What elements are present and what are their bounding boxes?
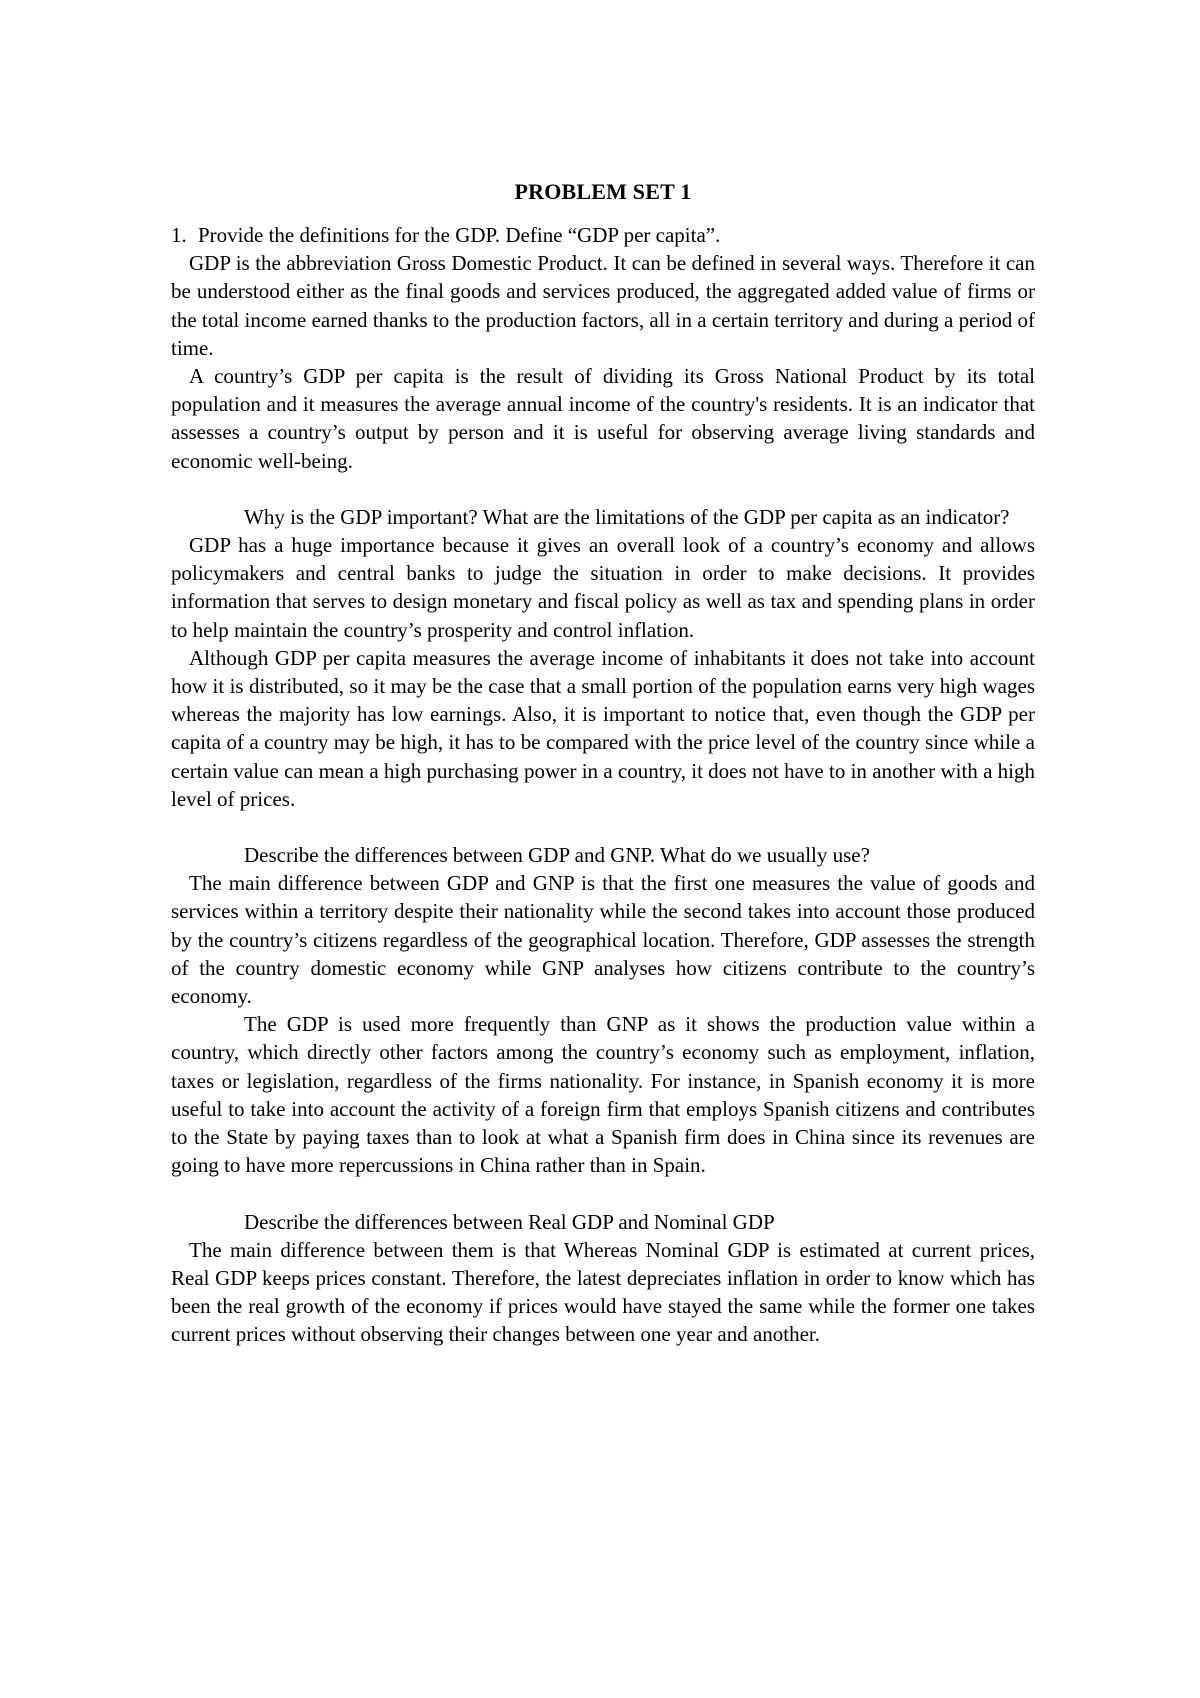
question-4: Describe the differences between Real GDP and Nominal GDP [244,1209,775,1234]
paragraph-gdp-usage: The GDP is used more frequently than GNP as it shows the production value within a country, which directly other factors among the country’s economy such as employment, inflation, taxes or legislation, regardless of the firms nationality. For instance, in Spanish economy it is more useful to take into account the activity of a foreign firm that employs Spanish citizens and contributes to the State by paying taxes than to look at what a Spanish firm does in China since its revenues are going to have more repercussions in China rather than in Spain. [171,1012,1035,1178]
question-3: Describe the differences between GDP and GNP. What do we usually use? [244,843,870,868]
paragraph-real-vs-nominal: The main difference between them is that Whereas Nominal GDP is estimated at current prices, Real GDP keeps prices constant. Therefore, the latest depreciates inflation in order to know which has been the real growth of the economy if prices would have stayed the same while the former one takes current prices without observing their changes between one year and another. [171,1237,1035,1347]
page-title: PROBLEM SET 1 [514,179,692,204]
document-body [171,178,1035,1349]
paragraph-gdp-vs-gnp: The main difference between GDP and GNP is that the first one measures the value of goods and services within a territory despite their nationality while the second takes into account those produced by the country’s citizens regardless of the geographical location. Therefore, GDP assesses the strength of the country domestic economy while GNP analyses how citizens contribute to the country’s economy. [171,871,1035,1009]
spacer [171,475,1035,503]
paragraph-gdp-definition: GDP is the abbreviation Gross Domestic Product. It can be defined in several ways. Therefore it can be understood either as the final goods and services produced, the aggregated added value of firms or the total income earned thanks to the production factors, all in a certain territory and during a period of time. [171,251,1035,360]
spacer [171,1180,1035,1208]
paragraph-gdp-per-capita: A country’s GDP per capita is the result of dividing its Gross National Product by its total population and it measures the average annual income of the country's residents. It is an indicator that assesses a country’s output by person and it is useful for observing average living standards and economic well-being. [171,364,1035,473]
paragraph-gdp-limitations: Although GDP per capita measures the average income of inhabitants it does not take into account how it is distributed, so it may be the case that a small portion of the population earns very high wages whereas the majority has low earnings. Also, it is important to notice that, even though the GDP per capita of a country may be high, it has to be compared with the price level of the country since while a certain value can mean a high purchasing power in a country, it does not have to in another with a high level of prices. [171,645,1035,811]
spacer [171,813,1035,841]
paragraph-gdp-importance: GDP has a huge importance because it gives an overall look of a country’s economy and allows policymakers and central banks to judge the situation in order to make decisions. It provides information that serves to design monetary and fiscal policy as well as tax and spending plans in order to help maintain the country’s prosperity and control inflation. [171,533,1035,642]
question-1-text: Provide the definitions for the GDP. Define “GDP per capita”. [198,223,721,247]
question-1-number: 1. [171,223,187,247]
question-2: Why is the GDP important? What are the limitations of the GDP per capita as an indicator? [244,504,1010,529]
question-1 [171,221,1035,249]
